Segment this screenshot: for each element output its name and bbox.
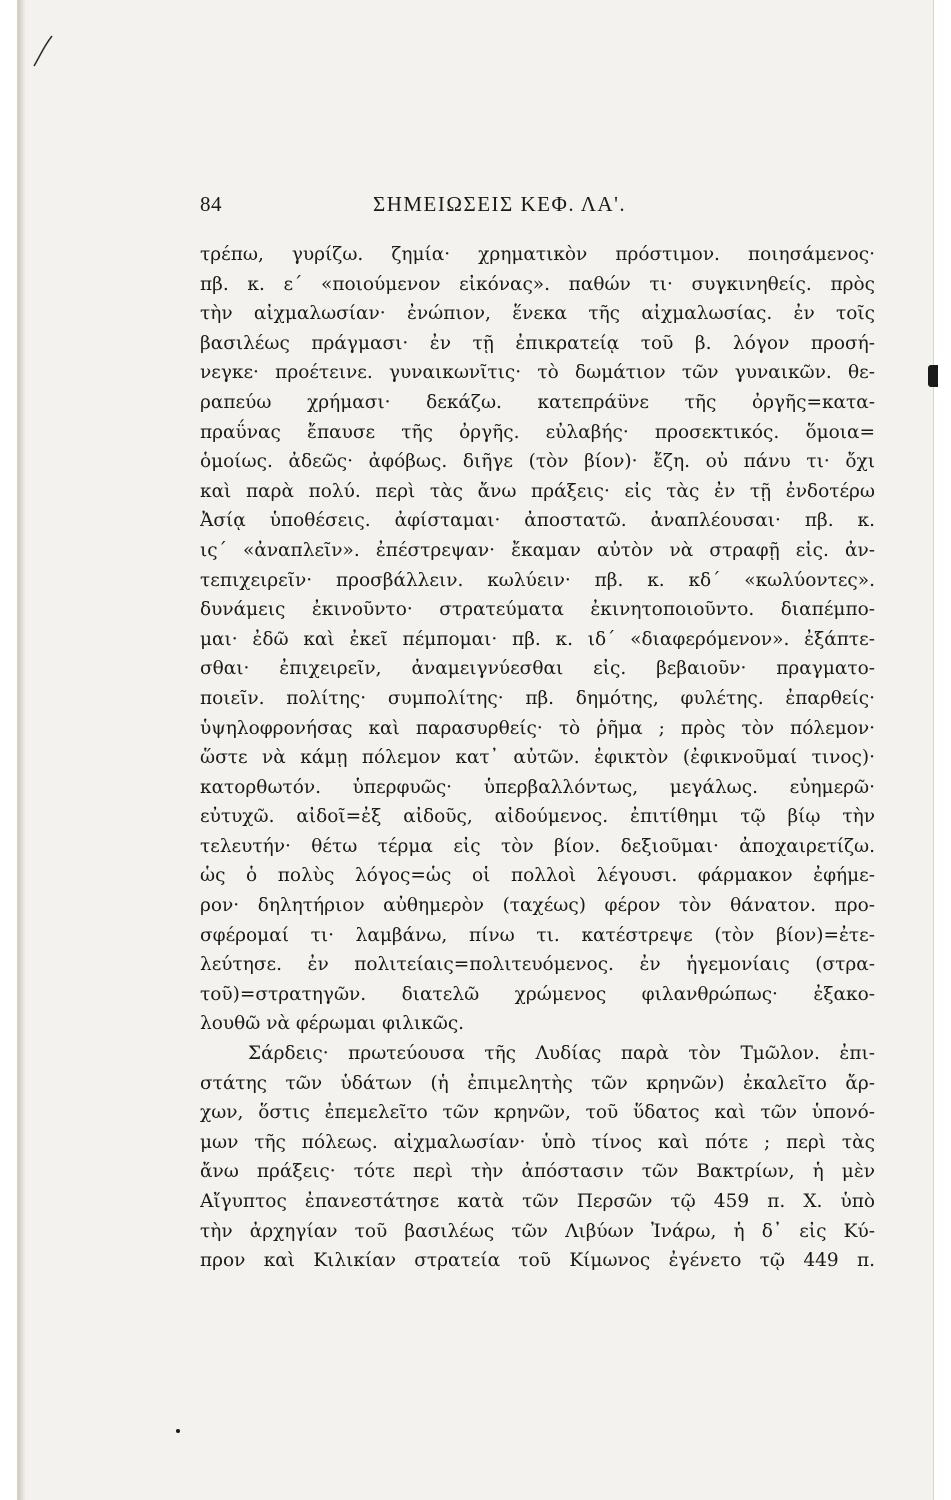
text-line: βασιλέως πράγμασι· ἐν τῇ ἐπικρατείᾳ τοῦ β. λόγον προσή-: [200, 332, 875, 354]
text-line: νεγκε· προέτεινε. γυναικωνῖτις· τὸ δωμάτιον τῶν γυναικῶν. θε-: [200, 362, 875, 384]
margin-tab-mark: [928, 365, 938, 387]
text-line: χων, ὅστις ἐπεμελεῖτο τῶν κρηνῶν, τοῦ ὕδατος καὶ τῶν ὑπονό-: [200, 1102, 875, 1124]
text-line: ἄνω πράξεις· τότε περὶ τὴν ἀπόστασιν τῶν Βακτρίων, ἡ μὲν: [200, 1161, 875, 1183]
text-line: Σάρδεις· πρωτεύουσα τῆς Λυδίας παρὰ τὸν Τμῶλον. ἐπι-: [248, 1043, 875, 1065]
text-line: σφέρομαί τι· λαμβάνω, πίνω τι. κατέστρεψε (τὸν βίον)=ἐτε-: [200, 924, 875, 946]
text-line: προν καὶ Κιλικίαν στρατεία τοῦ Κίμωνος ἐγένετο τῷ 449 π.: [200, 1250, 875, 1272]
margin-dot-mark: [176, 1429, 180, 1433]
text-line: τελευτήν· θέτω τέρμα εἰς τὸν βίον. δεξιοῦμαι· ἀποχαιρετίζω.: [200, 835, 875, 857]
body-text: [200, 240, 875, 1276]
text-line: ποιεῖν. πολίτης· συμπολίτης· πβ. δημότης, φυλέτης. ἐπαρθείς·: [200, 687, 875, 709]
text-line: ρον· δηλητήριον αὐθημερὸν (ταχέως) φέρον τὸν θάνατον. προ-: [200, 895, 875, 917]
text-line: τὴν αἰχμαλωσίαν· ἐνώπιον, ἕνεκα τῆς αἰχμαλωσίας. ἐν τοῖς: [200, 303, 875, 325]
text-line: μων τῆς πόλεως. αἰχμαλωσίαν· ὑπὸ τίνος καὶ πότε ; περὶ τὰς: [200, 1131, 875, 1153]
text-line: ὁμοίως. ἀδεῶς· ἀφόβως. διῆγε (τὸν βίον)· ἔζη. οὐ πάνυ τι· ὄχι: [200, 451, 875, 473]
text-line: τὴν ἀρχηγίαν τοῦ βασιλέως τῶν Λιβύων Ἰνάρω, ἡ δ᾽ εἰς Κύ-: [200, 1220, 875, 1242]
text-line: ὥστε νὰ κάμῃ πόλεμον κατ᾽ αὐτῶν. ἐφικτὸν (ἐφικνοῦμαί τινος)·: [200, 747, 875, 769]
text-line: ις΄ «ἀναπλεῖν». ἐπέστρεψαν· ἔκαμαν αὐτὸν νὰ στραφῇ εἰς. ἀν-: [200, 539, 875, 561]
text-line: ὡς ὁ πολὺς λόγος=ὡς οἱ πολλοὶ λέγουσι. φάρμακον ἐφήμε-: [200, 865, 875, 887]
pencil-mark-icon: [26, 30, 66, 70]
text-line: λουθῶ νὰ φέρωμαι φιλικῶς.: [200, 1013, 465, 1035]
text-line: κατορθωτόν. ὑπερφυῶς· ὑπερβαλλόντως, μεγάλως. εὐημερῶ·: [200, 776, 875, 798]
text-line: μαι· ἐδῶ καὶ ἐκεῖ πέμπομαι· πβ. κ. ιδ΄ «διαφερόμενον». ἐξάπτε-: [200, 628, 875, 650]
running-head: ΣΗΜΕΙΩΣΕΙΣ ΚΕΦ. ΛΑ'.: [373, 192, 627, 216]
text-line: λεύτησε. ἐν πολιτείαις=πολιτευόμενος. ἐν ἡγεμονίαις (στρα-: [200, 954, 875, 976]
text-line: πβ. κ. ε΄ «ποιούμενον εἰκόνας». παθών τι· συγκινηθείς. πρὸς: [200, 273, 875, 295]
text-line: καὶ παρὰ πολύ. περὶ τὰς ἄνω πράξεις· εἰς τὰς ἐν τῇ ἐνδοτέρω: [200, 480, 875, 502]
text-line: πραΰνας ἔπαυσε τῆς ὀργῆς. εὐλαβής· προσεκτικός. ὅμοια=: [200, 421, 875, 443]
text-line: εὐτυχῶ. αἰδοῖ=ἐξ αἰδοῦς, αἰδούμενος. ἐπιτίθημι τῷ βίῳ τὴν: [200, 806, 875, 828]
page-binding-edge: [18, 0, 26, 1500]
text-line: Αἴγυπτος ἐπανεστάτησε κατὰ τῶν Περσῶν τῷ 459 π. Χ. ὑπὸ: [200, 1191, 875, 1212]
text-line: ραπεύω χρήμασι· δεκάζω. κατεπράϋνε τῆς ὀργῆς=κατα-: [200, 391, 875, 413]
page-header: [200, 188, 680, 224]
text-line: τεπιχειρεῖν· προσβάλλειν. κωλύειν· πβ. κ. κδ΄ «κωλύοντες».: [200, 569, 875, 591]
text-line: τοῦ)=στρατηγῶν. διατελῶ χρώμενος φιλανθρώπως· ἐξακο-: [200, 983, 875, 1005]
text-line: Ἀσίᾳ ὑποθέσεις. ἀφίσταμαι· ἀποστατῶ. ἀναπλέουσαι· πβ. κ.: [200, 510, 875, 532]
text-line: τρέπω, γυρίζω. ζημία· χρηματικὸν πρόστιμον. ποιησάμενος·: [200, 244, 875, 265]
text-line: ὑψηλοφρονήσας καὶ παρασυρθείς· τὸ ῥῆμα ; πρὸς τὸν πόλεμον·: [200, 717, 875, 739]
page-number: 84: [200, 192, 222, 216]
text-line: σθαι· ἐπιχειρεῖν, ἀναμειγνύεσθαι εἰς. βεβαιοῦν· πραγματο-: [200, 658, 875, 680]
text-line: στάτης τῶν ὑδάτων (ἡ ἐπιμελητὴς τῶν κρηνῶν) ἐκαλεῖτο ἄρ-: [200, 1072, 875, 1094]
text-line: δυνάμεις ἐκινοῦντο· στρατεύματα ἐκινητοποιοῦντο. διαπέμπο-: [200, 599, 875, 621]
